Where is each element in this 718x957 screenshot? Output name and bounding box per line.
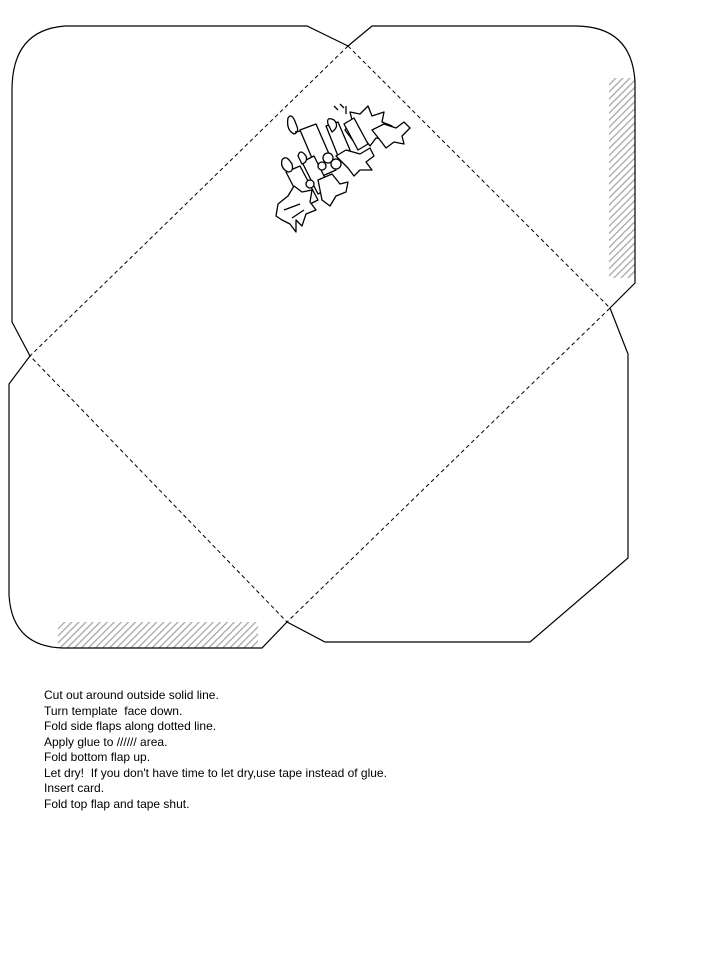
instruction-step: Fold top flap and tape shut. [44,796,190,811]
instruction-step: Turn template face down. [44,703,183,718]
instruction-step: Apply glue to ////// area. [44,734,168,749]
instruction-step: Cut out around outside solid line. [44,688,219,702]
candles-holly-illustration [276,104,410,232]
instructions-list [44,688,387,812]
glue-area-bottom [58,622,258,648]
instruction-step: Fold side flaps along dotted line. [44,719,217,733]
instruction-step: Insert card. [44,781,105,795]
instruction-step: Let dry! If you don't have time to let dry,use tape instead of glue. [44,765,387,780]
cut-line [9,26,635,648]
instruction-step: Fold bottom flap up. [44,750,151,764]
glue-area-right [609,78,635,278]
